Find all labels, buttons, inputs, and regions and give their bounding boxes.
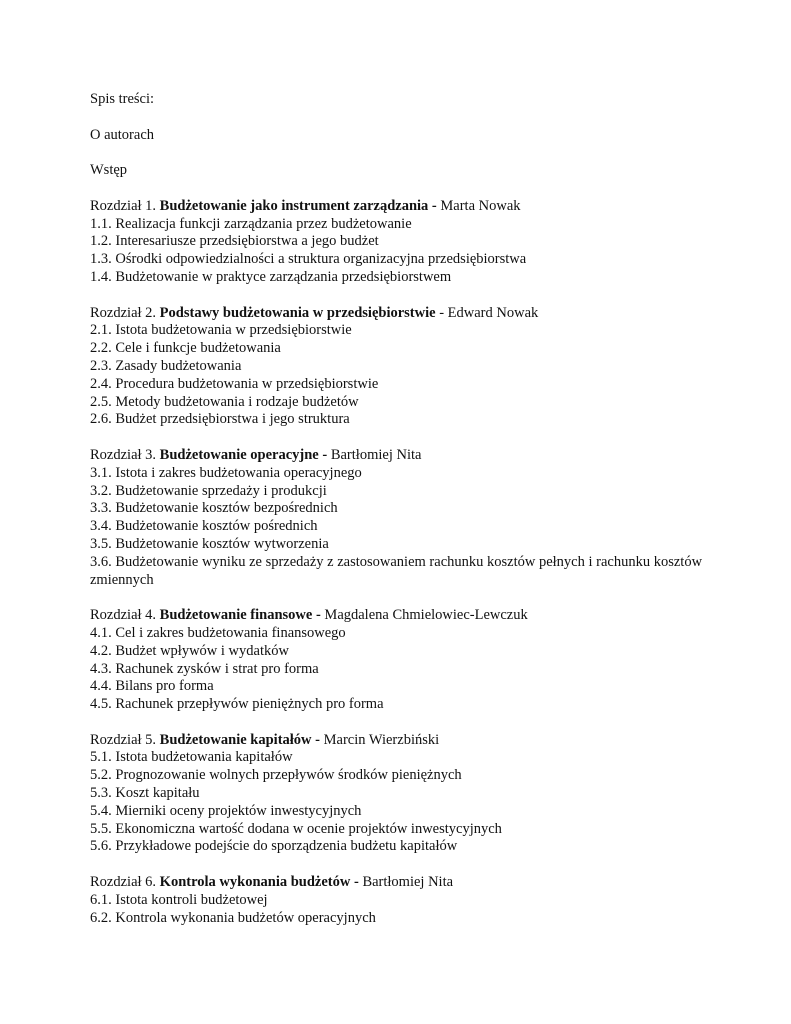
chapter-author: Magdalena Chmielowiec-Lewczuk	[324, 607, 528, 624]
section-item: 5.3. Koszt kapitału	[90, 785, 200, 802]
chapter-title: Budżetowanie finansowe -	[159, 607, 321, 624]
section-item: 4.4. Bilans pro forma	[90, 678, 214, 695]
section-item: 2.5. Metody budżetowania i rodzaje budżetów	[90, 393, 359, 410]
chapter-author: Bartłomiej Nita	[330, 446, 422, 463]
section-item: 5.5. Ekonomiczna wartość dodana w ocenie projektów inwestycyjnych	[90, 820, 502, 837]
chapter-author: Bartłomiej Nita	[362, 874, 454, 891]
toc-title: Spis treści:	[90, 91, 155, 107]
chapter-title: Budżetowanie kapitałów -	[159, 731, 320, 748]
section-item: 3.4. Budżetowanie kosztów pośrednich	[90, 518, 318, 535]
section-item: 2.2. Cele i funkcje budżetowania	[90, 340, 281, 357]
chapter-6	[90, 874, 710, 927]
section-item: 4.3. Rachunek zysków i strat pro forma	[90, 660, 319, 677]
section-item: 3.3. Budżetowanie kosztów bezpośrednich	[90, 500, 338, 517]
chapter-3	[90, 447, 710, 589]
section-item: 3.1. Istota i zakres budżetowania operacyjnego	[90, 464, 362, 481]
chapter-title: Budżetowanie jako instrument zarządzania -	[159, 197, 437, 214]
section-item: 4.5. Rachunek przepływów pieniężnych pro forma	[90, 696, 384, 713]
section-item: 2.3. Zasady budżetowania	[90, 357, 242, 374]
section-item: 1.1. Realizacja funkcji zarządzania przez budżetowanie	[90, 215, 412, 232]
section-item: 6.2. Kontrola wykonania budżetów operacyjnych	[90, 909, 376, 926]
toc-entry-about-authors: O autorach	[90, 126, 155, 143]
chapter-heading	[90, 305, 710, 323]
chapter-2	[90, 305, 710, 430]
section-item: 4.1. Cel i zakres budżetowania finansowego	[90, 624, 346, 641]
section-item: 2.4. Procedura budżetowania w przedsiębiorstwie	[90, 375, 379, 392]
chapter-4	[90, 607, 710, 714]
chapter-author: Marcin Wierzbiński	[323, 731, 440, 748]
table-of-contents	[90, 91, 710, 927]
section-item: 1.4. Budżetowanie w praktyce zarządzania przedsiębiorstwem	[90, 268, 452, 285]
chapter-prefix: Rozdział 2.	[90, 304, 157, 321]
section-item: 1.2. Interesariusze przedsiębiorstwa a jego budżet	[90, 233, 379, 250]
section-item: 3.6. Budżetowanie wyniku ze sprzedaży z zastosowaniem rachunku kosztów pełnych i rachunku kosztów zmiennych	[90, 553, 703, 588]
toc-entry-introduction: Wstęp	[90, 162, 128, 179]
chapter-heading	[90, 607, 710, 625]
chapter-prefix: Rozdział 3.	[90, 446, 157, 463]
section-item: 4.2. Budżet wpływów i wydatków	[90, 642, 289, 659]
chapter-author: Marta Nowak	[440, 197, 521, 214]
chapter-1	[90, 198, 710, 287]
chapter-prefix: Rozdział 5.	[90, 731, 157, 748]
chapter-prefix: Rozdział 6.	[90, 874, 157, 891]
section-item: 3.5. Budżetowanie kosztów wytworzenia	[90, 535, 329, 552]
chapter-5	[90, 732, 710, 857]
section-item: 2.1. Istota budżetowania w przedsiębiorstwie	[90, 322, 352, 339]
chapter-prefix: Rozdział 4.	[90, 607, 157, 624]
section-item: 6.1. Istota kontroli budżetowej	[90, 891, 268, 908]
section-item: 5.4. Mierniki oceny projektów inwestycyjnych	[90, 802, 362, 819]
section-item: 1.3. Ośrodki odpowiedzialności a struktura organizacyjna przedsiębiorstwa	[90, 251, 527, 268]
chapter-heading	[90, 447, 710, 465]
chapter-prefix: Rozdział 1.	[90, 197, 157, 214]
section-item: 5.2. Prognozowanie wolnych przepływów środków pieniężnych	[90, 767, 462, 784]
section-item: 3.2. Budżetowanie sprzedaży i produkcji	[90, 482, 327, 499]
chapter-title: Podstawy budżetowania w przedsiębiorstwie	[159, 304, 436, 321]
chapter-title: Budżetowanie operacyjne -	[159, 446, 328, 463]
chapter-heading	[90, 198, 710, 216]
chapter-heading	[90, 732, 710, 750]
chapter-heading	[90, 874, 710, 892]
section-item: 5.1. Istota budżetowania kapitałów	[90, 749, 293, 766]
section-item: 2.6. Budżet przedsiębiorstwa i jego struktura	[90, 411, 350, 428]
chapter-author: - Edward Nowak	[435, 304, 539, 321]
section-item: 5.6. Przykładowe podejście do sporządzenia budżetu kapitałów	[90, 838, 458, 855]
chapter-title: Kontrola wykonania budżetów -	[159, 874, 359, 891]
